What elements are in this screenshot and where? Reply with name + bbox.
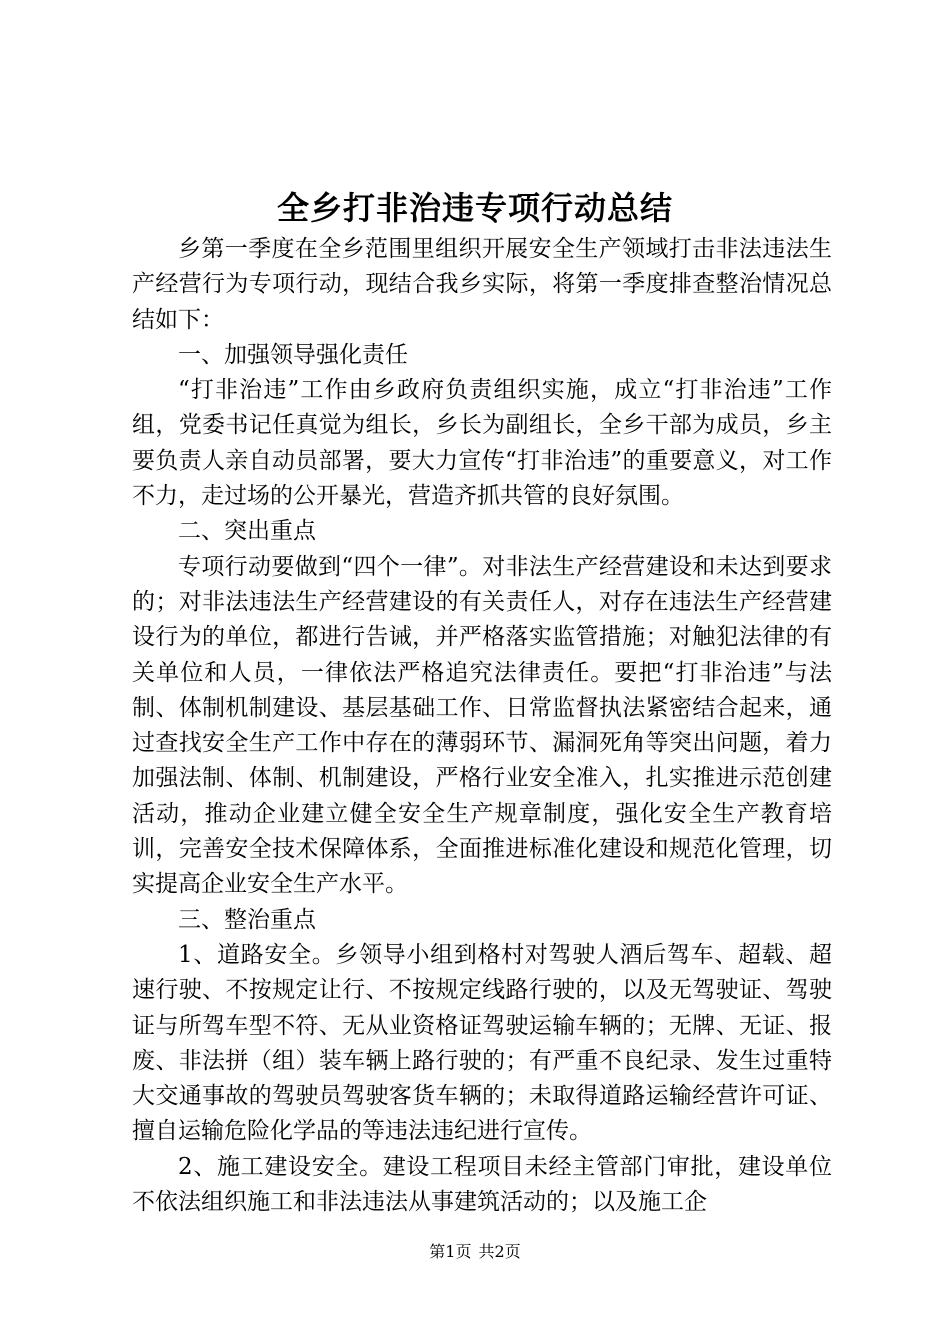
section-heading-2: 二、突出重点 — [178, 518, 316, 545]
section-1-paragraph: “打非治违”工作由乡政府负责组织实施，成立“打非治违”工作组，党委书记任真觉为组长，乡长为副组长，全乡干部为成员，乡主要负责人亲自动员部署，要大力宣传“打非治违”的重要意义，对工作不力，走过场的公开暴光，营造齐抓共管的良好氛围。 — [132, 377, 832, 510]
section-heading-3: 三、整治重点 — [178, 906, 316, 933]
page-number: 第1页 — [429, 1242, 472, 1261]
road-safety-paragraph: 1、道路安全。乡领导小组到格村对驾驶人酒后驾车、超载、超速行驶、不按规定让行、不按规定线路行驶的，以及无驾驶证、驾驶证与所驾车型不符、无从业资格证驾驶运输车辆的；无牌、无证、报废、非法拼（组）装车辆上路行驶的；有严重不良纪录、发生过重特大交通事故的驾驶员驾驶客货车辆的；未取得道路运输经营许可证、擅自运输危险化学品的等违法违纪进行宣传。 — [132, 941, 832, 1145]
intro-paragraph: 乡第一季度在全乡范围里组织开展安全生产领域打击非法违法生产经营行为专项行动，现结合我乡实际，将第一季度排查整治情况总结如下： — [132, 236, 832, 333]
section-2-paragraph: 专项行动要做到“四个一律”。对非法生产经营建设和未达到要求的；对非法违法生产经营建设的有关责任人，对存在违法生产经营建设行为的单位，都进行告诫，并严格落实监管措施；对触犯法律的有关单位和人员，一律依法严格追究法律责任。要把“打非治违”与法制、体制机制建设、基层基础工作、日常监督执法紧密结合起来，通过查找安全生产工作中存在的薄弱环节、漏洞死角等突出问题，着力加强法制、体制、机制建设，严格行业安全准入，扎实推进示范创建活动，推动企业建立健全安全生产规章制度，强化安全生产教育培训，完善安全技术保障体系，全面推进标准化建设和规范化管理，切实提高企业安全生产水平。 — [132, 553, 832, 898]
document-body — [132, 232, 832, 1220]
section-heading-1: 一、加强领导强化责任 — [178, 341, 408, 368]
page-total: 共2页 — [478, 1242, 521, 1261]
document-title: 全乡打非治违专项行动总结 — [276, 189, 673, 227]
page-footer — [0, 1241, 950, 1263]
construction-safety-paragraph: 2、施工建设安全。建设工程项目未经主管部门审批，建设单位不依法组织施工和非法违法从事建筑活动的；以及施工企 — [132, 1153, 832, 1216]
